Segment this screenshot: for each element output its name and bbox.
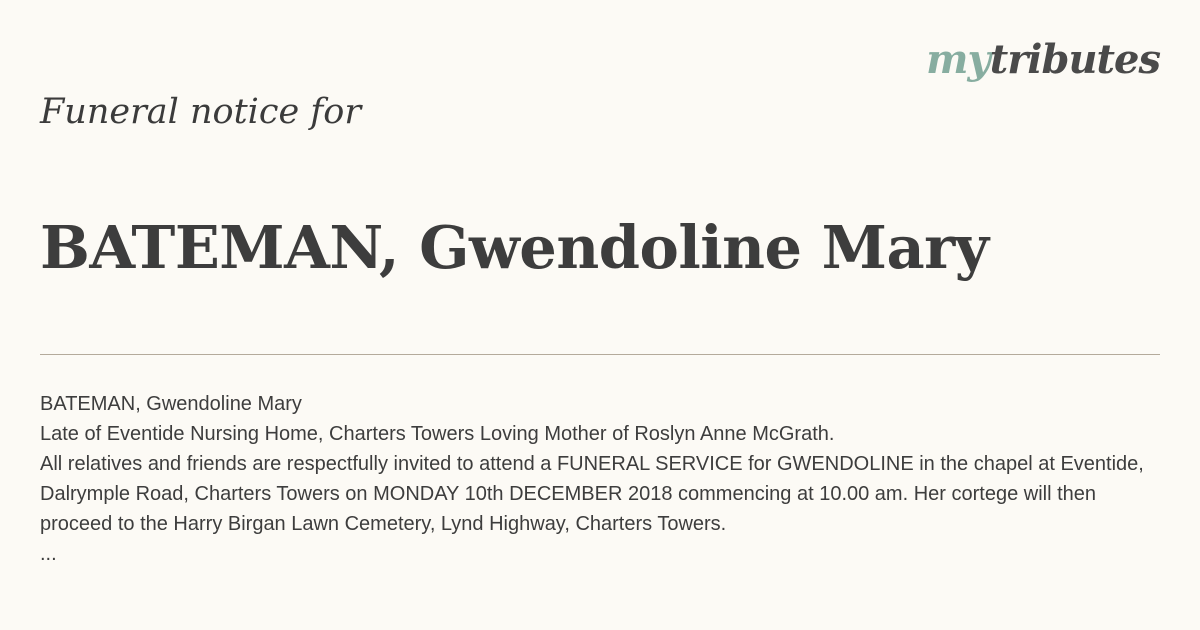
section-divider (40, 354, 1160, 355)
notice-residence-line: Late of Eventide Nursing Home, Charters Towers Loving Mother of Roslyn Anne McGrath. (40, 423, 835, 445)
logo-tributes-text: tributes (989, 36, 1160, 83)
mytributes-logo (926, 34, 1160, 86)
deceased-name-heading: BATEMAN, Gwendoline Mary (40, 213, 989, 282)
notice-service-paragraph: All relatives and friends are respectfully invited to attend a FUNERAL SERVICE for GWENDOLINE in the chapel at Eventide, Dalrymple Road, Charters Towers on MONDAY 10th DECEMBER 2018 commencing at 10.00 am. Her cortege will then proceed to the Harry Birgan Lawn Cemetery, Lynd Highway, Charters Towers. (40, 453, 1144, 535)
funeral-notice-subtitle: Funeral notice for (40, 92, 362, 132)
notice-ellipsis: ... (40, 543, 57, 565)
notice-name-line: BATEMAN, Gwendoline Mary (40, 393, 302, 415)
logo-my-text: my (926, 36, 990, 83)
notice-body (40, 389, 1165, 569)
